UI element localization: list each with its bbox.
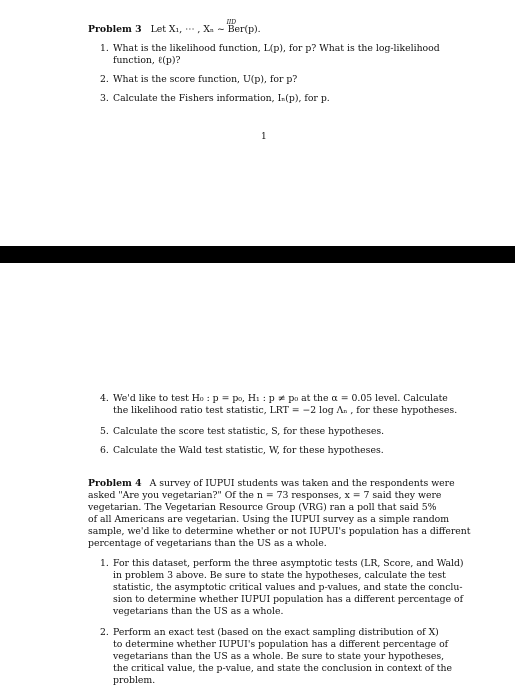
- p3-item-1-text: What is the likelihood function, L(p), for p? What is the log-likelihood: [113, 43, 440, 54]
- iid-superscript: IID: [226, 19, 237, 26]
- problem-3-intro-text: Let X₁, ⋯ , Xₙ ~ Ber(p).: [150, 24, 261, 35]
- problem-4-para-line-1: A survey of IUPUI students was taken and the respondents were: [149, 478, 455, 489]
- p3-item-1-text-cont: function, ℓ(p)?: [113, 55, 181, 66]
- item-4-text: We'd like to test H₀ : p = p₀, H₁ : p ≠ p₀ at the α = 0.05 level. Calculate: [113, 393, 448, 404]
- problem-3-intro: [150, 19, 261, 35]
- item-4-num: 4.: [100, 393, 109, 404]
- document-page-2: [0, 263, 515, 700]
- p4-item-2-line-4: the critical value, the p-value, and state the conclusion in context of the: [113, 663, 453, 674]
- p3-item-1-num: 1.: [100, 43, 109, 54]
- problem-3-heading: [88, 19, 261, 37]
- p4-item-1-line-4: sion to determine whether IUPUI population has a different percentage of: [113, 594, 464, 605]
- problem-4-para-line-4: of all Americans are vegetarian. Using the IUPUI survey as a simple random: [88, 514, 450, 525]
- p3-item-3-text: Calculate the Fishers information, Iₙ(p), for p.: [113, 93, 330, 104]
- p4-item-1-line-5: vegetarians than the US as a whole.: [113, 606, 284, 617]
- problem-4-label: Problem 4: [88, 478, 142, 489]
- problem-3-label: Problem 3: [88, 24, 142, 35]
- item-6-text: Calculate the Wald test statistic, W, for these hypotheses.: [113, 445, 384, 456]
- p4-item-2-line-1: Perform an exact test (based on the exact sampling distribution of X): [113, 627, 439, 638]
- p4-item-2-line-2: to determine whether IUPUI's population has a different percentage of: [113, 639, 449, 650]
- problem-4-para-line-3: vegetarian. The Vegetarian Resource Group (VRG) ran a poll that said 5%: [88, 502, 437, 513]
- item-5-text: Calculate the score test statistic, S, for these hypotheses.: [113, 426, 385, 437]
- item-6-num: 6.: [100, 445, 109, 456]
- p3-item-3-num: 3.: [100, 93, 109, 104]
- p3-item-2-text: What is the score function, U(p), for p?: [113, 74, 298, 85]
- p3-item-2-num: 2.: [100, 74, 109, 85]
- problem-4-para-line-5: sample, we'd like to determine whether or not IUPUI's population has a different: [88, 526, 471, 537]
- problem-4-para-line-6: percentage of vegetarians than the US as a whole.: [88, 538, 327, 549]
- item-5-num: 5.: [100, 426, 109, 437]
- document-page-1: [0, 0, 515, 246]
- p4-item-1-line-1: For this dataset, perform the three asymptotic tests (LR, Score, and Wald): [113, 558, 464, 569]
- p4-item-1-line-2: in problem 3 above. Be sure to state the hypotheses, calculate the test: [113, 570, 446, 581]
- page-number: 1: [261, 132, 267, 142]
- p4-item-1-line-3: statistic, the asymptotic critical values and p-values, and state the conclu-: [113, 582, 463, 593]
- p4-item-2-num: 2.: [100, 627, 109, 638]
- p4-item-2-line-3: vegetarians than the US as a whole. Be sure to state your hypotheses,: [113, 651, 445, 662]
- problem-4-line-1: [88, 478, 455, 491]
- item-4-text-cont: the likelihood ratio test statistic, LRT = −2 log Λₙ , for these hypotheses.: [113, 405, 458, 416]
- p4-item-2-line-5: problem.: [113, 675, 156, 686]
- problem-4-para-line-2: asked "Are you vegetarian?" Of the n = 73 responses, x = 7 said they were: [88, 490, 442, 501]
- p4-item-1-num: 1.: [100, 558, 109, 569]
